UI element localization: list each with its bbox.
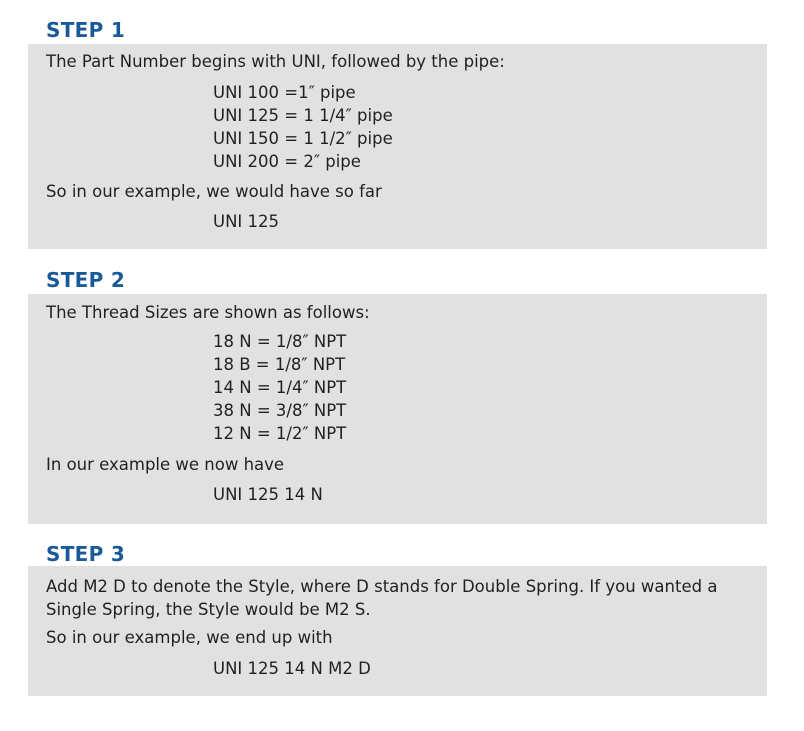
step3-box [28, 566, 767, 696]
step1-intro: The Part Number begins with UNI, followed by the pipe: [46, 52, 505, 71]
step1-example-value: UNI 125 [213, 212, 280, 231]
step2-item: 12 N = 1/2″ NPT [213, 424, 347, 443]
step1-item: UNI 100 =1″ pipe [213, 83, 356, 102]
step1-example-text: So in our example, we would have so far [46, 182, 382, 201]
step1-heading: STEP 1 [46, 18, 126, 42]
step2-example-value: UNI 125 14 N [213, 485, 323, 504]
step2-heading: STEP 2 [46, 268, 126, 292]
step2-item: 18 B = 1/8″ NPT [213, 355, 346, 374]
step3-example-text: So in our example, we end up with [46, 628, 333, 647]
step2-box [28, 294, 767, 524]
step2-item: 18 N = 1/8″ NPT [213, 332, 347, 351]
step1-box [28, 44, 767, 249]
step1-item: UNI 150 = 1 1/2″ pipe [213, 129, 393, 148]
step2-intro: The Thread Sizes are shown as follows: [46, 303, 370, 322]
step3-heading: STEP 3 [46, 542, 126, 566]
step1-item: UNI 125 = 1 1/4″ pipe [213, 106, 393, 125]
step3-example-value: UNI 125 14 N M2 D [213, 659, 371, 678]
step1-item: UNI 200 = 2″ pipe [213, 152, 361, 171]
step2-example-text: In our example we now have [46, 455, 285, 474]
step2-item: 14 N = 1/4″ NPT [213, 378, 347, 397]
step2-item: 38 N = 3/8″ NPT [213, 401, 347, 420]
step3-intro: Add M2 D to denote the Style, where D stands for Double Spring. If you wanted a Single Spring, the Style would be M2 S. [46, 577, 718, 619]
